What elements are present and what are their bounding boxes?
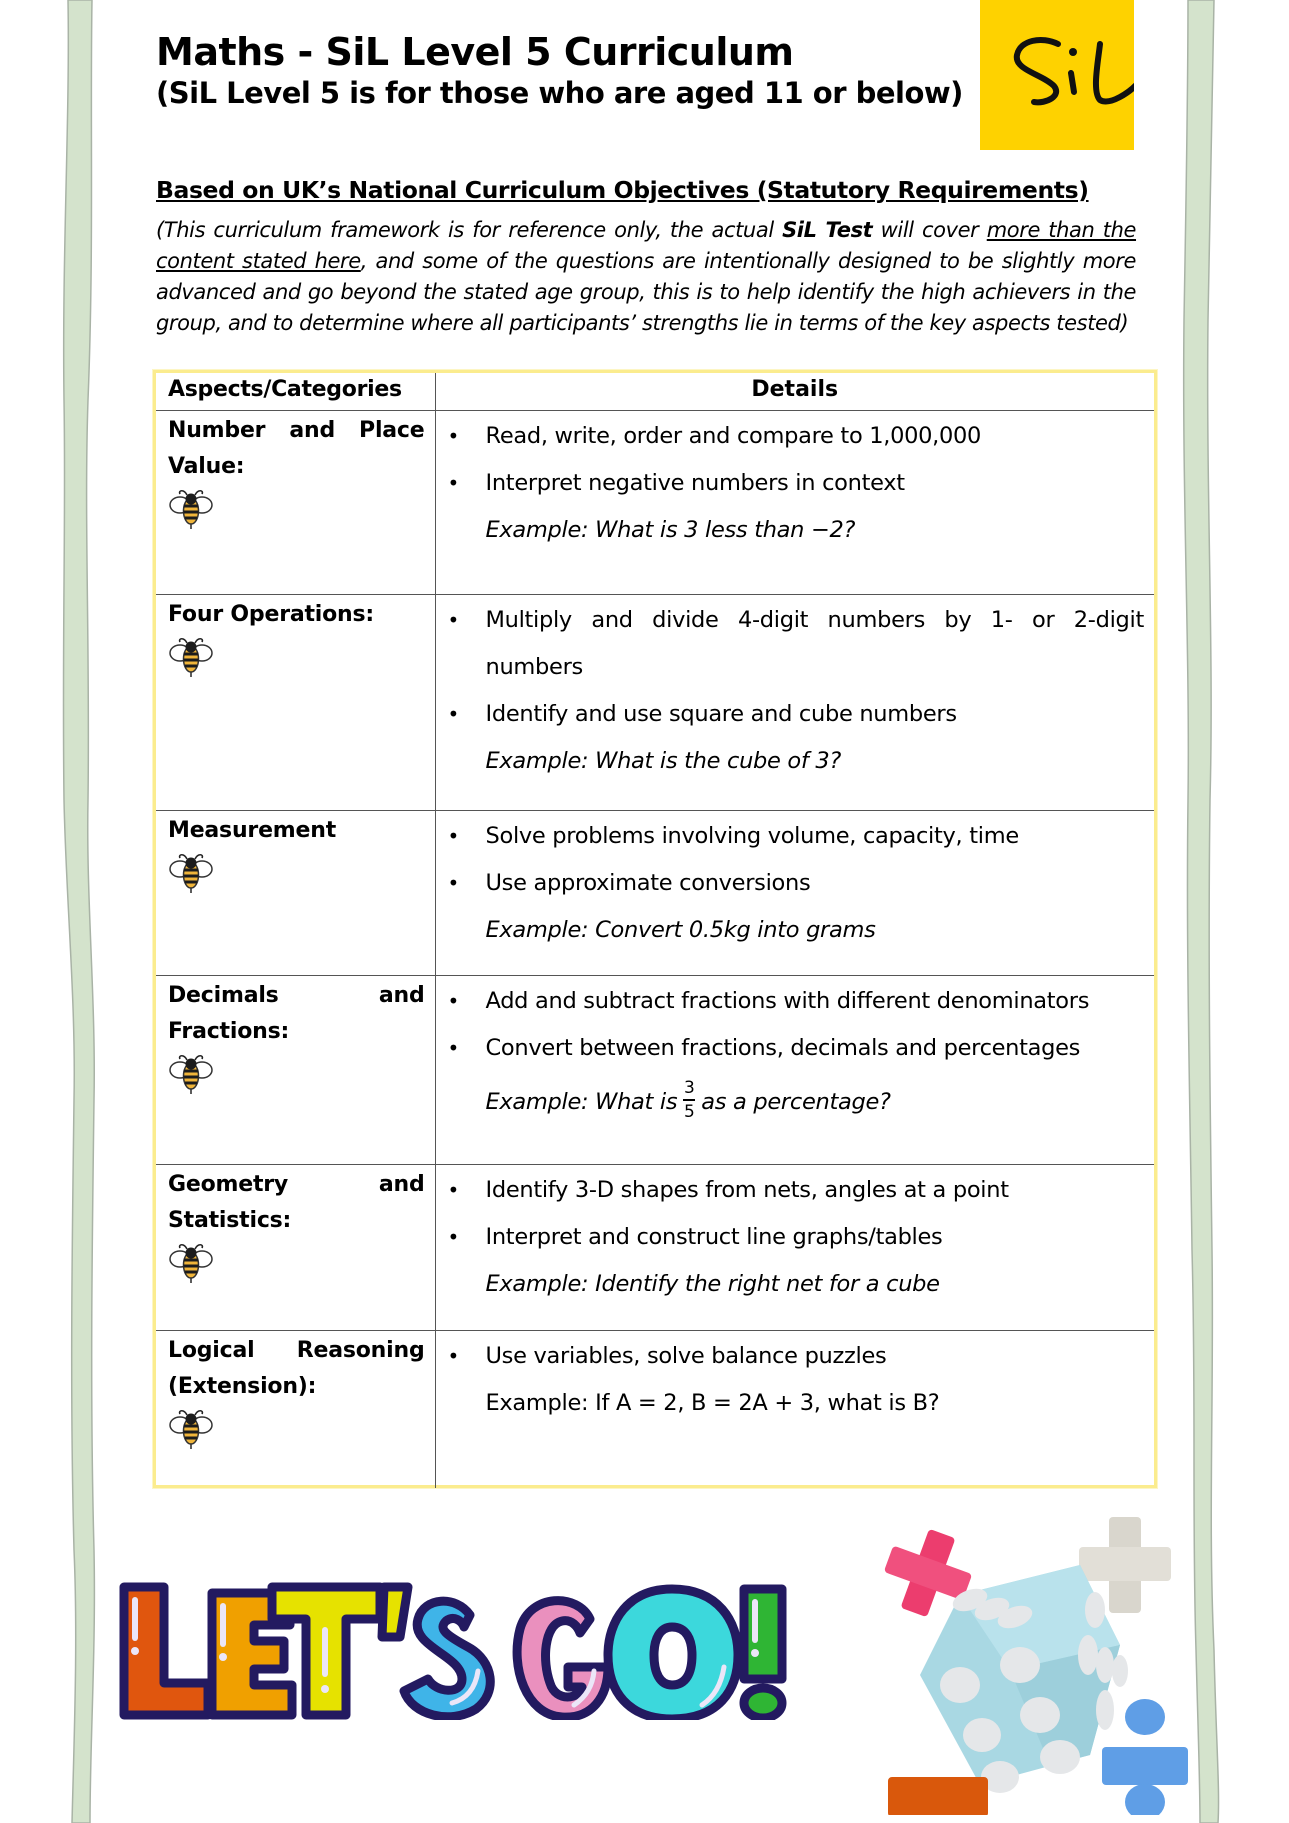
table-row bbox=[156, 1330, 1154, 1488]
category-cell bbox=[156, 1330, 435, 1488]
column-header-aspects: Aspects/Categories bbox=[156, 373, 435, 410]
category-label: Measurement bbox=[168, 817, 337, 843]
bee-icon bbox=[168, 1239, 214, 1285]
category-label: Logical Reasoning bbox=[168, 1337, 425, 1363]
letter-G bbox=[517, 1601, 608, 1718]
category-cell bbox=[156, 410, 435, 594]
table-row bbox=[156, 810, 1154, 975]
detail-bullet: • Multiply and divide 4-digit numbers by 1- or 2-digit bbox=[436, 597, 1145, 644]
detail-bullet: • Interpret negative numbers in context bbox=[436, 460, 1145, 507]
category-cell bbox=[156, 975, 435, 1164]
page-title: Maths - SiL Level 5 Curriculum bbox=[156, 30, 794, 74]
detail-bullet: • Identify 3-D shapes from nets, angles at a point bbox=[436, 1167, 1145, 1214]
lets-go-banner bbox=[112, 1575, 812, 1720]
divide-icon bbox=[1102, 1699, 1188, 1815]
category-label: Geometry and bbox=[168, 1171, 425, 1197]
fraction-bar bbox=[683, 1099, 695, 1101]
bee-icon bbox=[168, 849, 214, 895]
intro-disclaimer bbox=[156, 215, 1136, 339]
curriculum-table bbox=[153, 370, 1157, 1488]
detail-example: Example: What is 3 less than −2? bbox=[485, 516, 856, 543]
detail-bullet: • Use approximate conversions bbox=[436, 860, 1145, 907]
table-row bbox=[156, 410, 1154, 594]
table-row bbox=[156, 975, 1154, 1164]
category-label: (Extension): bbox=[168, 1373, 317, 1399]
sil-logo bbox=[980, 0, 1134, 150]
detail-bullet: • Add and subtract fractions with different denominators bbox=[436, 978, 1145, 1025]
category-cell bbox=[156, 1164, 435, 1330]
detail-bullet-continuation: numbers bbox=[485, 653, 583, 680]
intro-text-part: (This curriculum framework is for reference only, the actual bbox=[156, 218, 783, 242]
apostrophe bbox=[382, 1587, 408, 1637]
objectives-heading: Based on UK’s National Curriculum Objectives (Statutory Requirements) bbox=[156, 176, 1089, 204]
fraction bbox=[683, 1078, 695, 1122]
bee-icon bbox=[168, 485, 214, 531]
table-header-row bbox=[156, 373, 1154, 410]
bee-icon bbox=[168, 1050, 214, 1096]
fraction-denominator: 5 bbox=[684, 1101, 695, 1122]
detail-example: Example: If A = 2, B = 2A + 3, what is B? bbox=[485, 1389, 940, 1416]
sil-logo-icon bbox=[980, 0, 1134, 150]
intro-text-part: , and some of the questions are intentionally designed to be slightly more advanced and go beyond the stated age group, this is to help identify the high achievers in the group, and to determine where all participants’ strengths lie in terms of the key aspects tested) bbox=[156, 249, 1136, 335]
category-label: Decimals and bbox=[168, 982, 425, 1008]
category-label: Four Operations: bbox=[168, 601, 375, 627]
details-cell bbox=[435, 1330, 1154, 1488]
math-dice-illustration bbox=[870, 1495, 1190, 1815]
detail-bullet: • Read, write, order and compare to 1,000,000 bbox=[436, 413, 1145, 460]
fraction-numerator: 3 bbox=[684, 1078, 695, 1099]
detail-bullet: • Solve problems involving volume, capacity, time bbox=[436, 813, 1145, 860]
category-cell bbox=[156, 810, 435, 975]
letter-O bbox=[608, 1589, 738, 1719]
exclamation-bar bbox=[744, 1589, 782, 1679]
category-label: Value: bbox=[168, 453, 245, 479]
example-text: as a percentage? bbox=[701, 1088, 891, 1115]
bee-icon bbox=[168, 1405, 214, 1451]
details-cell bbox=[435, 410, 1154, 594]
minus-icon bbox=[888, 1777, 988, 1815]
category-label: Statistics: bbox=[168, 1207, 292, 1233]
category-cell bbox=[156, 594, 435, 810]
intro-underlined-text: more than the content stated here bbox=[156, 218, 1137, 273]
category-label: Number and Place bbox=[168, 417, 425, 443]
example-text: Example: What is bbox=[485, 1088, 678, 1115]
detail-bullet: • Convert between fractions, decimals and percentages bbox=[436, 1025, 1145, 1072]
bee-icon bbox=[168, 633, 214, 679]
details-cell bbox=[435, 1164, 1154, 1330]
intro-bold-sil-test: SiL Test bbox=[782, 218, 873, 242]
details-cell bbox=[435, 810, 1154, 975]
table-row bbox=[156, 594, 1154, 810]
letter-S bbox=[404, 1601, 490, 1717]
intro-text-part: will cover bbox=[872, 218, 987, 242]
detail-example bbox=[436, 1072, 1145, 1132]
decorative-left-border bbox=[50, 0, 110, 1823]
exclamation-dot bbox=[744, 1688, 782, 1718]
column-header-details: Details bbox=[435, 373, 1154, 410]
details-cell bbox=[435, 594, 1154, 810]
detail-bullet: • Identify and use square and cube numbers bbox=[436, 691, 1145, 738]
page-subtitle: (SiL Level 5 is for those who are aged 11 or below) bbox=[156, 76, 963, 110]
detail-example: Example: Identify the right net for a cube bbox=[485, 1270, 940, 1297]
detail-example: Example: What is the cube of 3? bbox=[485, 747, 842, 774]
detail-bullet: • Use variables, solve balance puzzles bbox=[436, 1333, 1145, 1380]
detail-example: Example: Convert 0.5kg into grams bbox=[485, 916, 876, 943]
detail-bullet: • Interpret and construct line graphs/tables bbox=[436, 1214, 1145, 1261]
dice-icon bbox=[920, 1565, 1128, 1793]
table-row bbox=[156, 1164, 1154, 1330]
category-label: Fractions: bbox=[168, 1018, 290, 1044]
details-cell bbox=[435, 975, 1154, 1164]
